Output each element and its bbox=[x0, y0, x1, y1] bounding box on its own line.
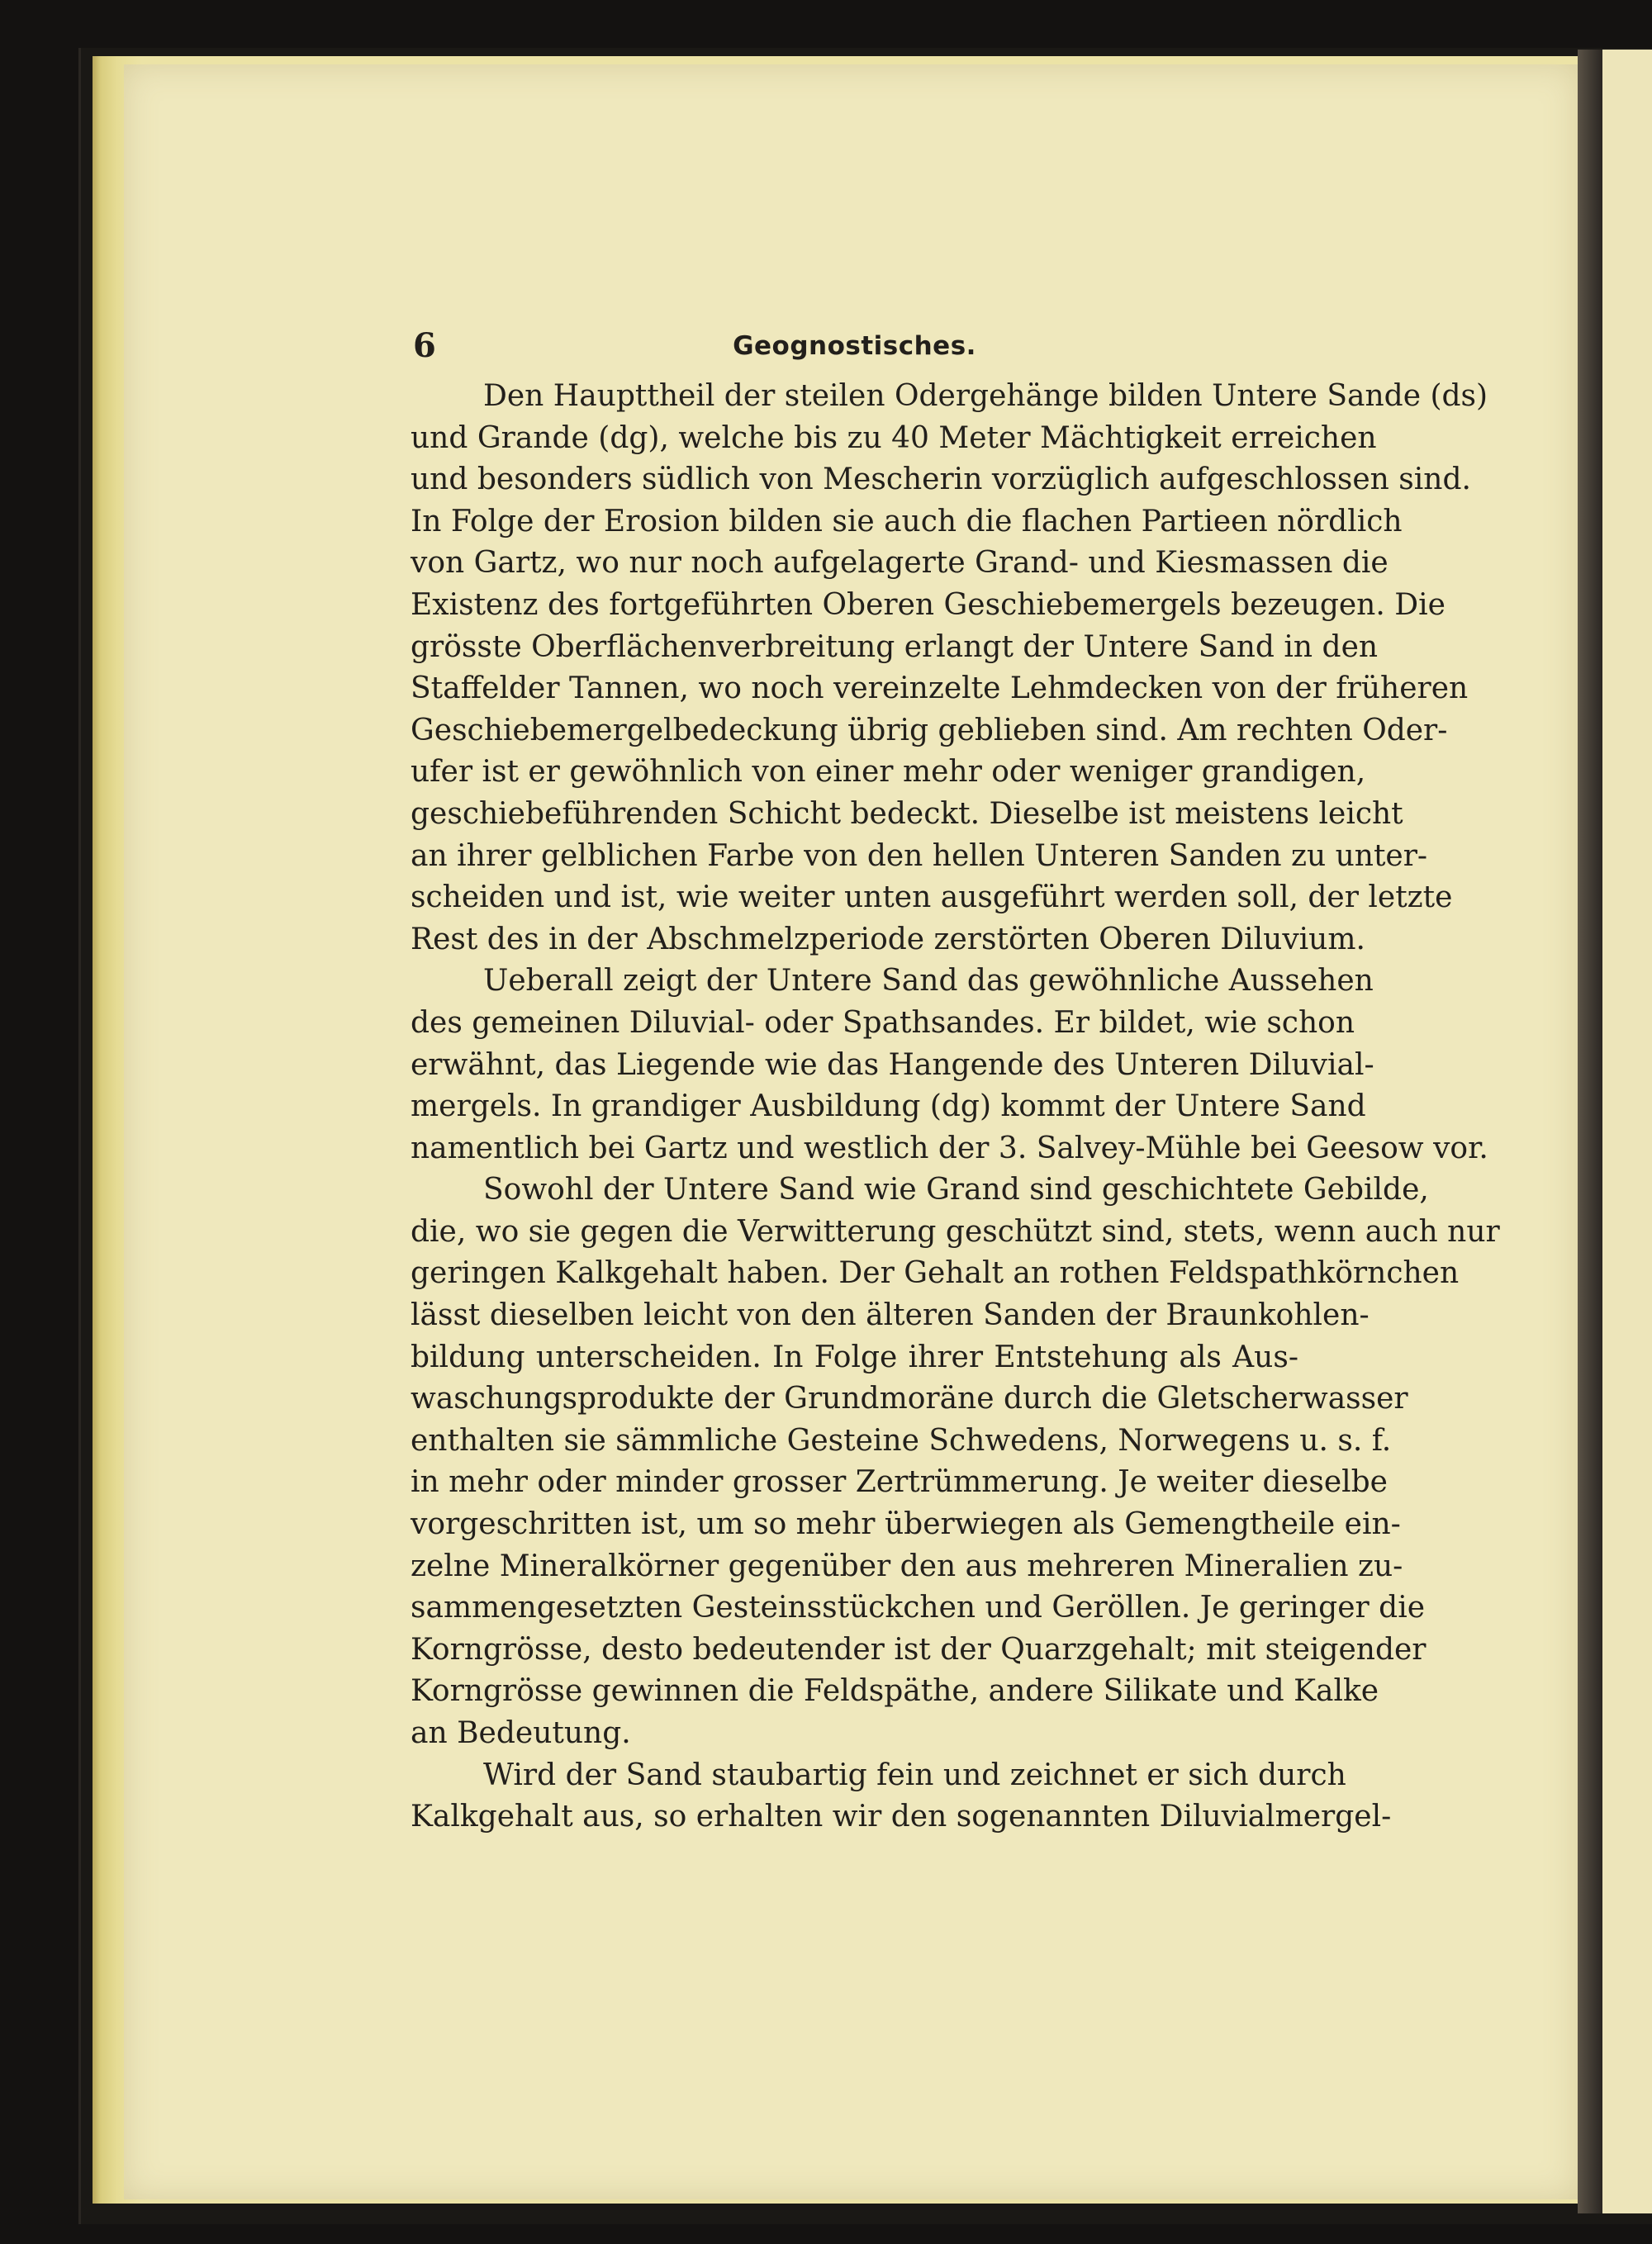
text-line: Rest des in der Abschmelzperiode zerstörten Oberen Diluvium. bbox=[411, 922, 1365, 956]
paragraph bbox=[411, 1755, 1392, 1838]
text-line: bildung unterscheiden. In Folge ihrer Entstehung als Aus- bbox=[411, 1340, 1298, 1374]
text-line: enthalten sie sämmliche Gesteine Schwedens, Norwegens u. s. f. bbox=[411, 1423, 1392, 1458]
body-text bbox=[411, 376, 1500, 1838]
text-line: Den Haupttheil der steilen Odergehänge bilden Untere Sande (ds) bbox=[483, 379, 1488, 413]
text-line: erwähnt, das Liegende wie das Hangende des Unteren Diluvial- bbox=[411, 1047, 1374, 1082]
book-gutter bbox=[1578, 50, 1602, 2213]
text-line: geschiebeführenden Schicht bedeckt. Dieselbe ist meistens leicht bbox=[411, 796, 1403, 831]
text-line: des gemeinen Diluvial- oder Spathsandes. Er bildet, wie schon bbox=[411, 1005, 1355, 1040]
text-line: vorgeschritten ist, um so mehr überwiegen als Gemengtheile ein- bbox=[411, 1507, 1401, 1542]
text-line: Ueberall zeigt der Untere Sand das gewöhnliche Aussehen bbox=[483, 964, 1374, 999]
text-line: zelne Mineralkörner gegenüber den aus mehreren Mineralien zu- bbox=[411, 1549, 1403, 1583]
text-line: und Grande (dg), welche bis zu 40 Meter Mächtigkeit erreichen bbox=[411, 420, 1377, 455]
text-line: die, wo sie gegen die Verwitterung geschützt sind, stets, wenn auch nur bbox=[411, 1214, 1500, 1249]
text-line: mergels. In grandiger Ausbildung (dg) kommt der Untere Sand bbox=[411, 1089, 1366, 1124]
text-line: Korngrösse, desto bedeutender ist der Quarzgehalt; mit steigender bbox=[411, 1632, 1427, 1667]
text-line: ufer ist er gewöhnlich von einer mehr oder weniger grandigen, bbox=[411, 755, 1366, 790]
text-line: Staffelder Tannen, wo noch vereinzelte Lehmdecken von der früheren bbox=[411, 671, 1469, 706]
text-line: waschungsprodukte der Grundmoräne durch die Gletscherwasser bbox=[411, 1382, 1408, 1416]
text-line: geringen Kalkgehalt haben. Der Gehalt an rothen Feldspathkörnchen bbox=[411, 1256, 1460, 1291]
text-line: Geschiebemergelbedeckung übrig geblieben sind. Am rechten Oder- bbox=[411, 713, 1448, 747]
text-line: Existenz des fortgeführten Oberen Geschiebemergels bezeugen. Die bbox=[411, 587, 1446, 622]
text-line: sammengesetzten Gesteinsstückchen und Geröllen. Je geringer die bbox=[411, 1591, 1426, 1625]
text-line: In Folge der Erosion bilden sie auch die flachen Partieen nördlich bbox=[411, 504, 1403, 538]
paragraph bbox=[411, 961, 1488, 1169]
text-line: grösste Oberflächenverbreitung erlangt der Untere Sand in den bbox=[411, 629, 1379, 664]
text-line: von Gartz, wo nur noch aufgelagerte Grand- und Kiesmassen die bbox=[411, 546, 1389, 581]
text-line: Kalkgehalt aus, so erhalten wir den sogenannten Diluvialmergel- bbox=[411, 1800, 1392, 1834]
text-line: an ihrer gelblichen Farbe von den hellen Unteren Sanden zu unter- bbox=[411, 838, 1428, 873]
text-line: lässt dieselben leicht von den älteren Sanden der Braunkohlen- bbox=[411, 1298, 1370, 1333]
page-number: 6 bbox=[413, 326, 436, 365]
page-content bbox=[411, 326, 1500, 1838]
text-line: an Bedeutung. bbox=[411, 1716, 631, 1750]
paragraph bbox=[411, 376, 1488, 961]
paragraph bbox=[411, 1169, 1500, 1754]
page-header bbox=[411, 326, 1298, 376]
text-line: Wird der Sand staubartig fein und zeichnet er sich durch bbox=[483, 1758, 1346, 1792]
text-line: scheiden und ist, wie weiter unten ausgeführt werden soll, der letzte bbox=[411, 880, 1453, 915]
text-line: namentlich bei Gartz und westlich der 3. Salvey-Mühle bei Geesow vor. bbox=[411, 1131, 1488, 1165]
text-line: in mehr oder minder grosser Zertrümmerung. Je weiter dieselbe bbox=[411, 1465, 1388, 1500]
text-line: Korngrösse gewinnen die Feldspäthe, andere Silikate und Kalke bbox=[411, 1674, 1379, 1709]
running-title: Geognostisches. bbox=[733, 331, 976, 361]
text-line: und besonders südlich von Mescherin vorzüglich aufgeschlossen sind. bbox=[411, 463, 1471, 497]
text-line: Sowohl der Untere Sand wie Grand sind geschichtete Gebilde, bbox=[483, 1173, 1429, 1207]
